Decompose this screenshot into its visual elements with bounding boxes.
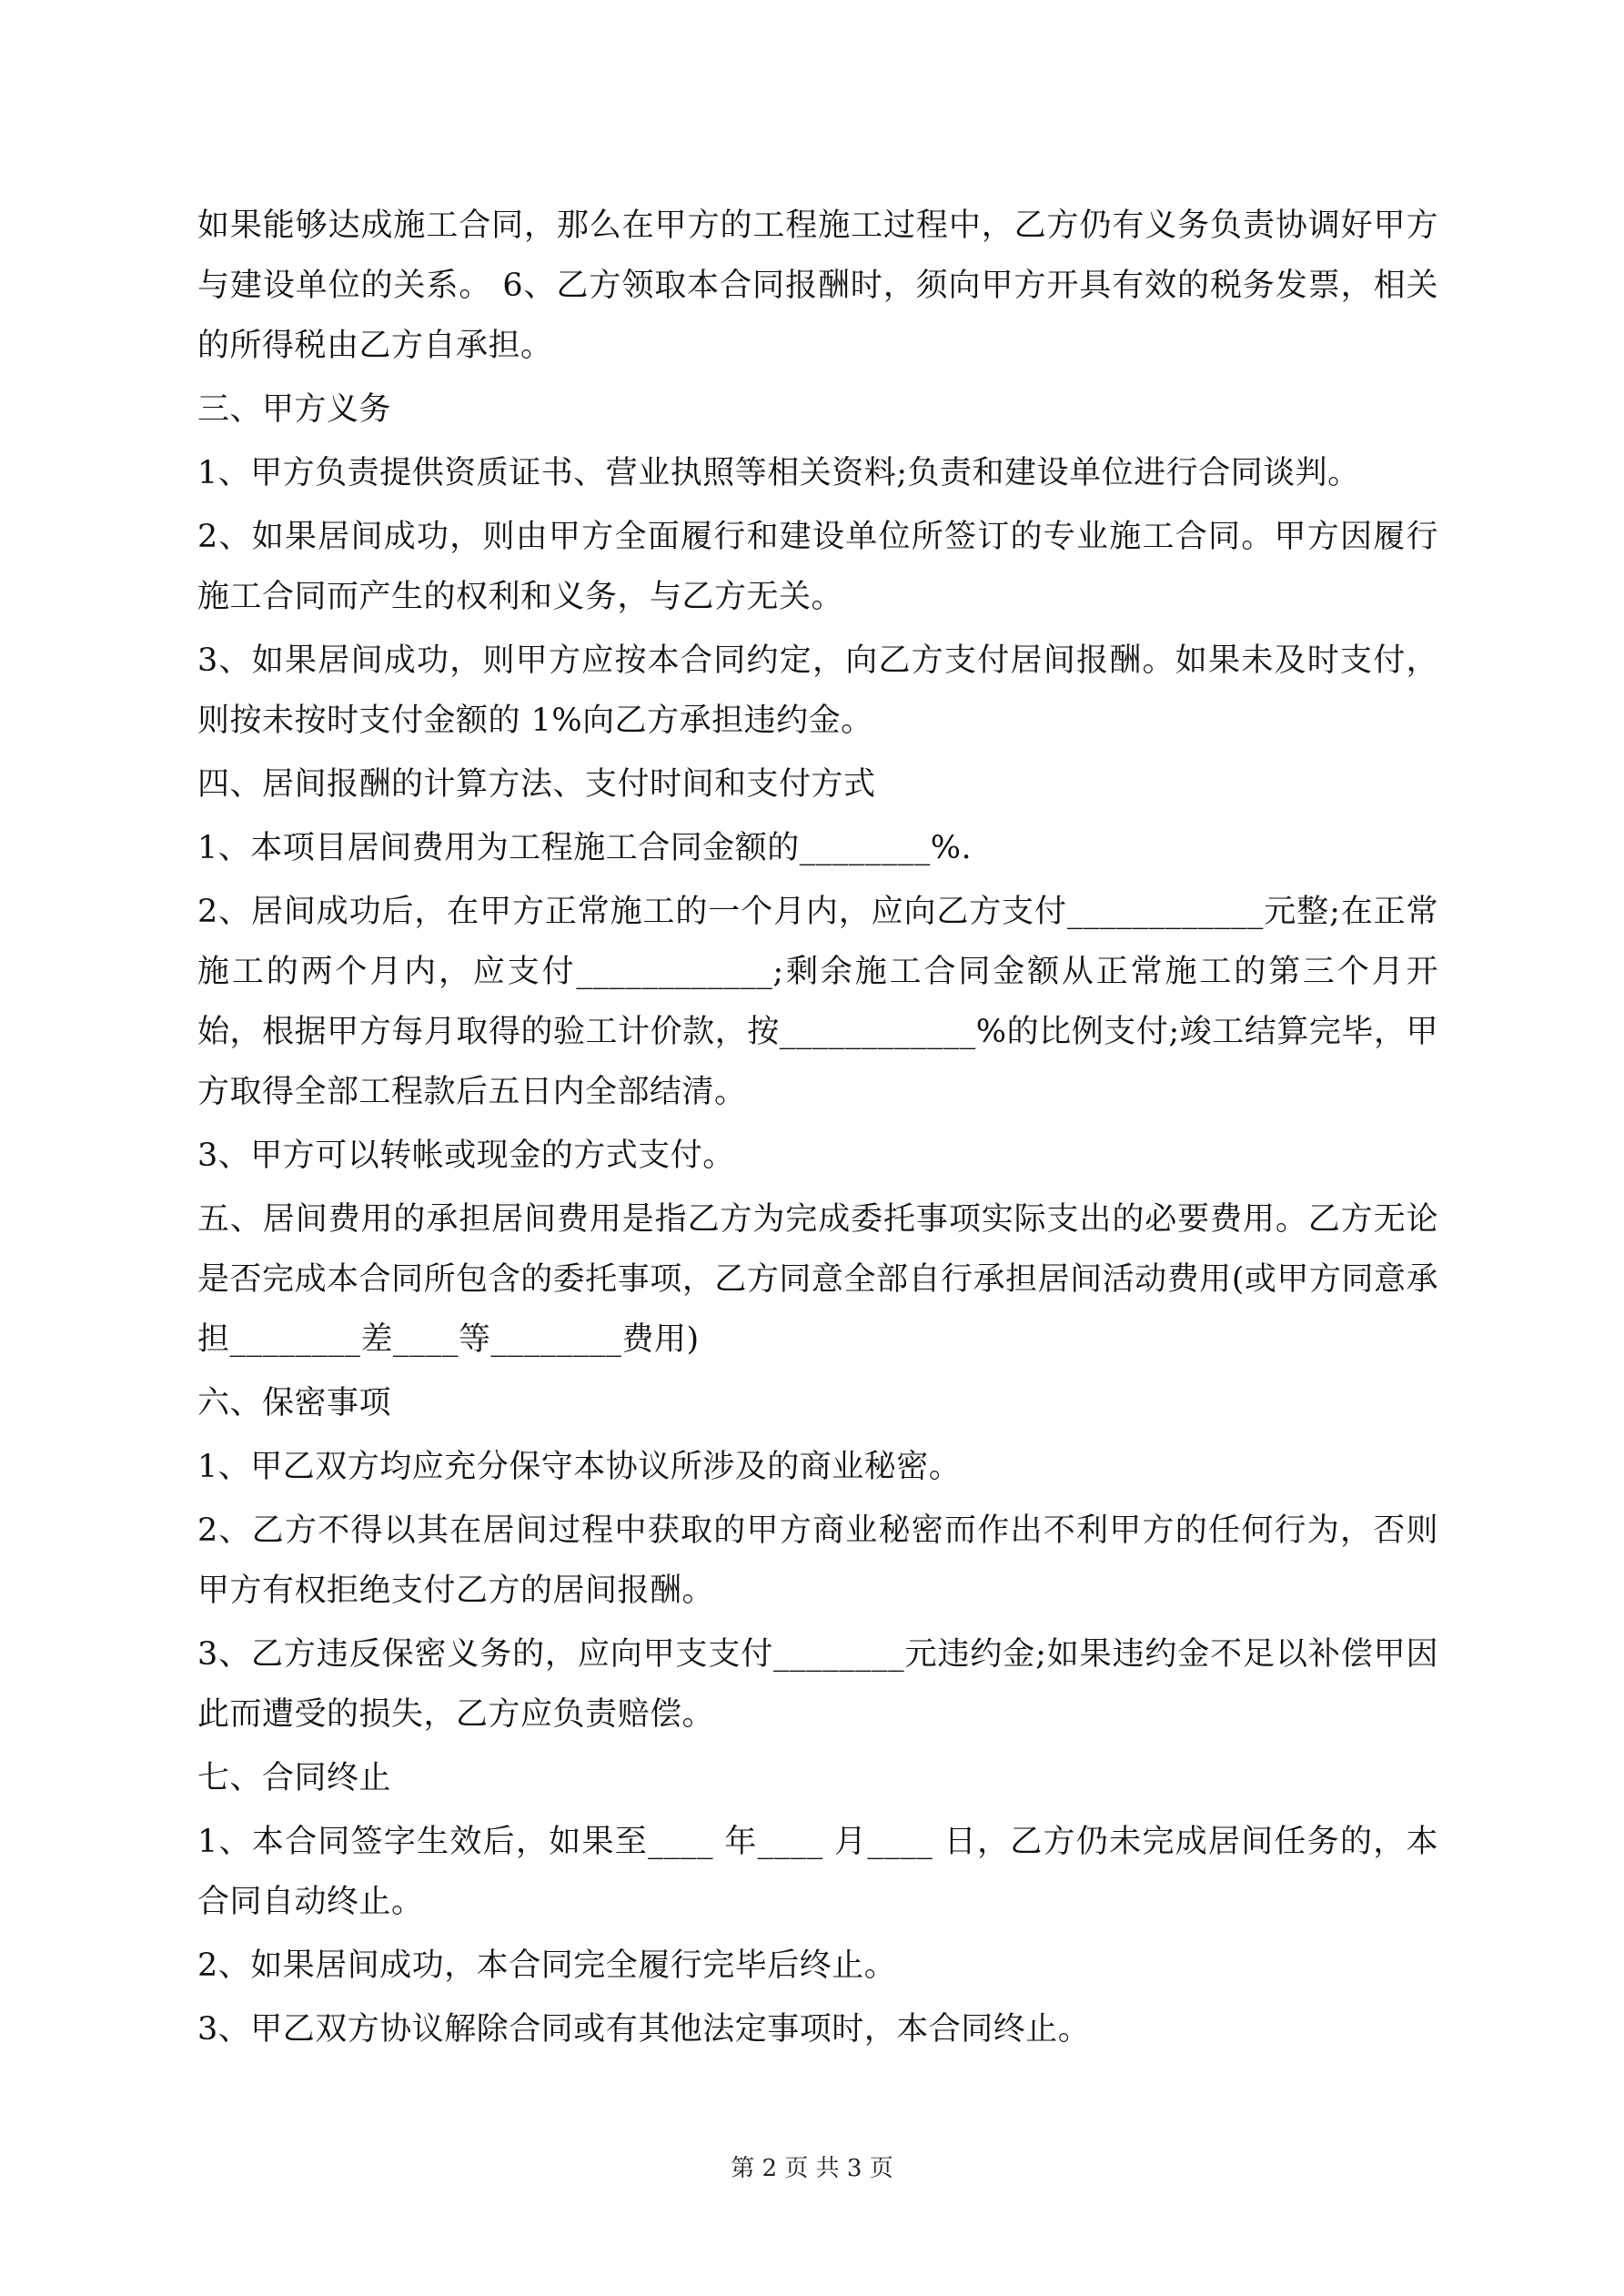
heading-party-a-obligations: 三、甲方义务 [197,391,392,428]
paragraph-confidentiality-2: 2、乙方不得以其在居间过程中获取的甲方商业秘密而作出不利甲方的任何行为，否则甲方有权拒绝支付乙方的居间报酬。 [197,1512,1438,1609]
paragraph-termination-1: 1、本合同签字生效后，如果至____ 年____ 月____ 日，乙方仍未完成居间任务的，本合同自动终止。 [197,1824,1438,1920]
heading-termination: 七、合同终止 [197,1760,392,1796]
paragraph-confidentiality-1: 1、甲乙双方均应充分保守本协议所涉及的商业秘密。 [197,1449,962,1485]
page-footer: 第 2 页 共 3 页 [731,2155,893,2182]
paragraph-expenses: 五、居间费用的承担居间费用是指乙方为完成委托事项实际支出的必要费用。乙方无论是否完成本合同所包含的委托事项，乙方同意全部自行承担居间活动费用(或甲方同意承担________差____等________费用) [197,1201,1438,1358]
paragraph-commission-1: 1、本项目居间费用为工程施工合同金额的________%. [197,830,973,866]
paragraph-commission-2: 2、居间成功后，在甲方正常施工的一个月内，应向乙方支付____________元整;在正常施工的两个月内，应支付____________;剩余施工合同金额从正常施工的第三个月开始，根据甲方每月取得的验工计价款，按____________%的比例支付;竣工结算完毕，甲方取得全部工程款后五日内全部结清。 [197,894,1438,1110]
document-body [197,196,1438,2063]
paragraph-party-a-3: 3、如果居间成功，则甲方应按本合同约定，向乙方支付居间报酬。如果未及时支付，则按未按时支付金额的 1%向乙方承担违约金。 [197,642,1438,739]
paragraph-obligation-continued: 如果能够达成施工合同，那么在甲方的工程施工过程中，乙方仍有义务负责协调好甲方与建设单位的关系。 6、乙方领取本合同报酬时，须向甲方开具有效的税务发票，相关的所得税由乙方自承担。 [197,207,1438,364]
paragraph-party-a-2: 2、如果居间成功，则由甲方全面履行和建设单位所签订的专业施工合同。甲方因履行施工合同而产生的权利和义务，与乙方无关。 [197,519,1438,615]
heading-commission-calculation: 四、居间报酬的计算方法、支付时间和支付方式 [197,766,876,803]
paragraph-termination-2: 2、如果居间成功，本合同完全履行完毕后终止。 [197,1947,897,1984]
heading-confidentiality: 六、保密事项 [197,1385,392,1421]
paragraph-confidentiality-3: 3、乙方违反保密义务的，应向甲支支付________元违约金;如果违约金不足以补偿甲因此而遭受的损失，乙方应负责赔偿。 [197,1636,1438,1733]
paragraph-termination-3: 3、甲乙双方协议解除合同或有其他法定事项时，本合同终止。 [197,2011,1091,2048]
paragraph-party-a-1: 1、甲方负责提供资质证书、营业执照等相关资料;负责和建设单位进行合同谈判。 [197,455,1360,491]
paragraph-commission-3: 3、甲方可以转帐或现金的方式支付。 [197,1138,735,1174]
